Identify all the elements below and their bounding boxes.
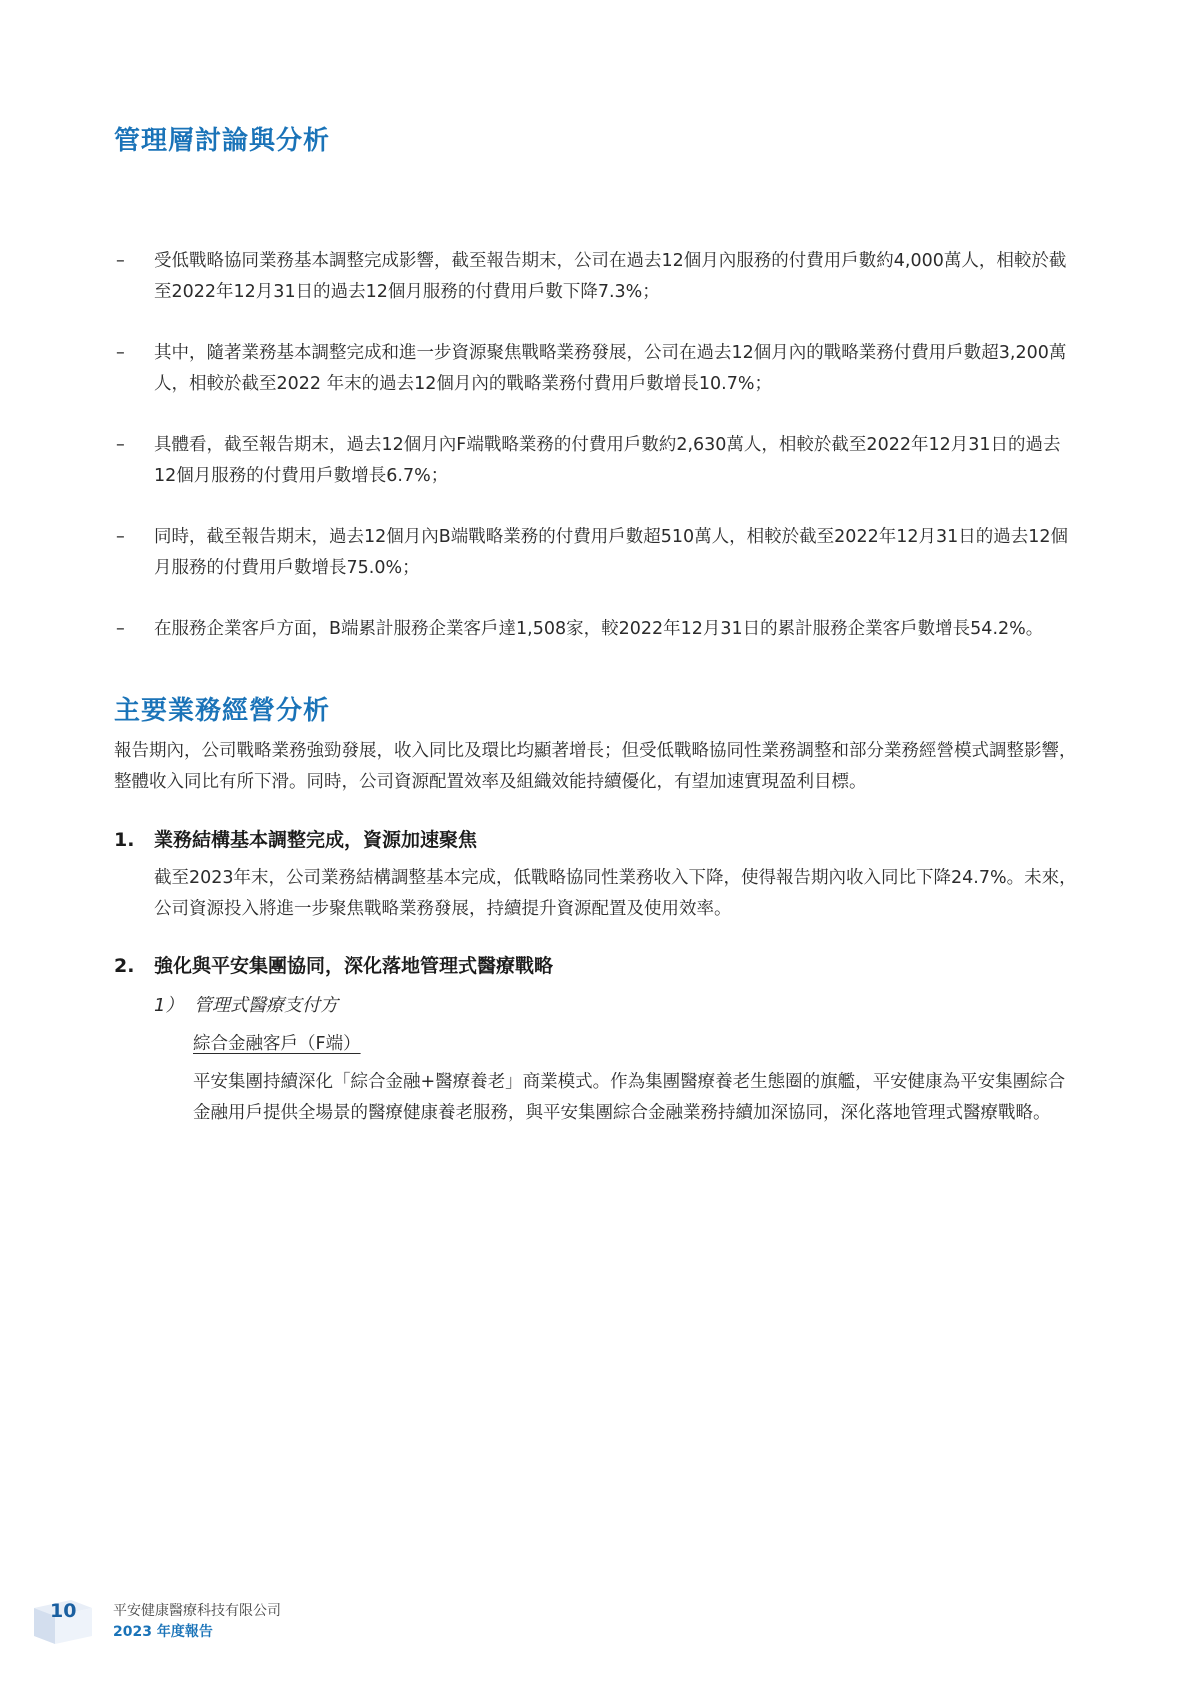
subsection-label: 綜合金融客戶（F端） bbox=[193, 1034, 361, 1054]
page-title: 管理層討論與分析 bbox=[114, 126, 331, 156]
bullet-text: 同時，截至報告期末，過去12個月內B端戰略業務的付費用戶數超510萬人，相較於截至2022年12月31日的過去12個月服務的付費用戶數增長75.0%； bbox=[154, 527, 1069, 578]
item2-title: 強化與平安集團協同，深化落地管理式醫療戰略 bbox=[154, 955, 554, 977]
section-heading: 主要業務經營分析 bbox=[114, 696, 331, 726]
bullet-text: 在服務企業客戶方面，B端累計服務企業客戶達1,508家，較2022年12月31日的累計服務企業客戶數增長54.2%。 bbox=[154, 619, 1044, 639]
subsection-title: 管理式醫療支付方 bbox=[194, 995, 338, 1016]
item2-heading bbox=[114, 951, 553, 978]
bullet-text: 其中，隨著業務基本調整完成和進一步資源聚焦戰略業務發展，公司在過去12個月內的戰略業務付費用戶數超3,200萬人，相較於截至2022 年末的過去12個月內的戰略業務付費用戶數增長10.7%； bbox=[154, 343, 1067, 394]
bullet-marker: – bbox=[116, 527, 125, 547]
subsection-body: 平安集團持續深化「綜合金融+醫療養老」商業模式。作為集團醫療養老生態圈的旗艦，平安健康為平安集團綜合金融用戶提供全場景的醫療健康養老服務，與平安集團綜合金融業務持續加深協同，深化落地管理式醫療戰略。 bbox=[193, 1072, 1066, 1123]
bullet-marker: – bbox=[116, 251, 125, 271]
footer-report: 2023 年度報告 bbox=[113, 1624, 213, 1640]
item1-body: 截至2023年末，公司業務結構調整基本完成，低戰略協同性業務收入下降，使得報告期內收入同比下降24.7%。未來，公司資源投入將進一步聚焦戰略業務發展，持續提升資源配置及使用效率。 bbox=[154, 868, 1077, 919]
item2-number: 2. bbox=[114, 955, 135, 977]
list-item bbox=[114, 614, 1078, 645]
bullet-text: 受低戰略協同業務基本調整完成影響，截至報告期末，公司在過去12個月內服務的付費用戶數約4,000萬人，相較於截至2022年12月31日的過去12個月服務的付費用戶數下降7.3%； bbox=[154, 251, 1067, 302]
bullet-marker: – bbox=[116, 343, 125, 363]
list-item bbox=[114, 430, 1078, 492]
list-item bbox=[114, 246, 1078, 308]
subsection-heading bbox=[154, 991, 338, 1017]
bullet-marker: – bbox=[116, 619, 125, 639]
list-item bbox=[114, 522, 1078, 584]
bullet-list bbox=[114, 246, 1078, 645]
item1-heading bbox=[114, 825, 477, 852]
subsection-number: 1） bbox=[154, 995, 184, 1016]
bullet-text: 具體看，截至報告期末，過去12個月內F端戰略業務的付費用戶數約2,630萬人，相較於截至2022年12月31日的過去12個月服務的付費用戶數增長6.7%； bbox=[154, 435, 1061, 486]
footer-company: 平安健康醫療科技有限公司 bbox=[113, 1603, 281, 1619]
page-number: 10 bbox=[50, 1600, 77, 1622]
bullet-marker: – bbox=[116, 435, 125, 455]
item1-number: 1. bbox=[114, 829, 135, 851]
item1-title: 業務結構基本調整完成，資源加速聚焦 bbox=[154, 829, 478, 851]
list-item bbox=[114, 338, 1078, 400]
intro-paragraph: 報告期內，公司戰略業務強勁發展，收入同比及環比均顯著增長；但受低戰略協同性業務調整和部分業務經營模式調整影響，整體收入同比有所下滑。同時，公司資源配置效率及組織效能持續優化，有望加速實現盈利目標。 bbox=[114, 741, 1077, 792]
